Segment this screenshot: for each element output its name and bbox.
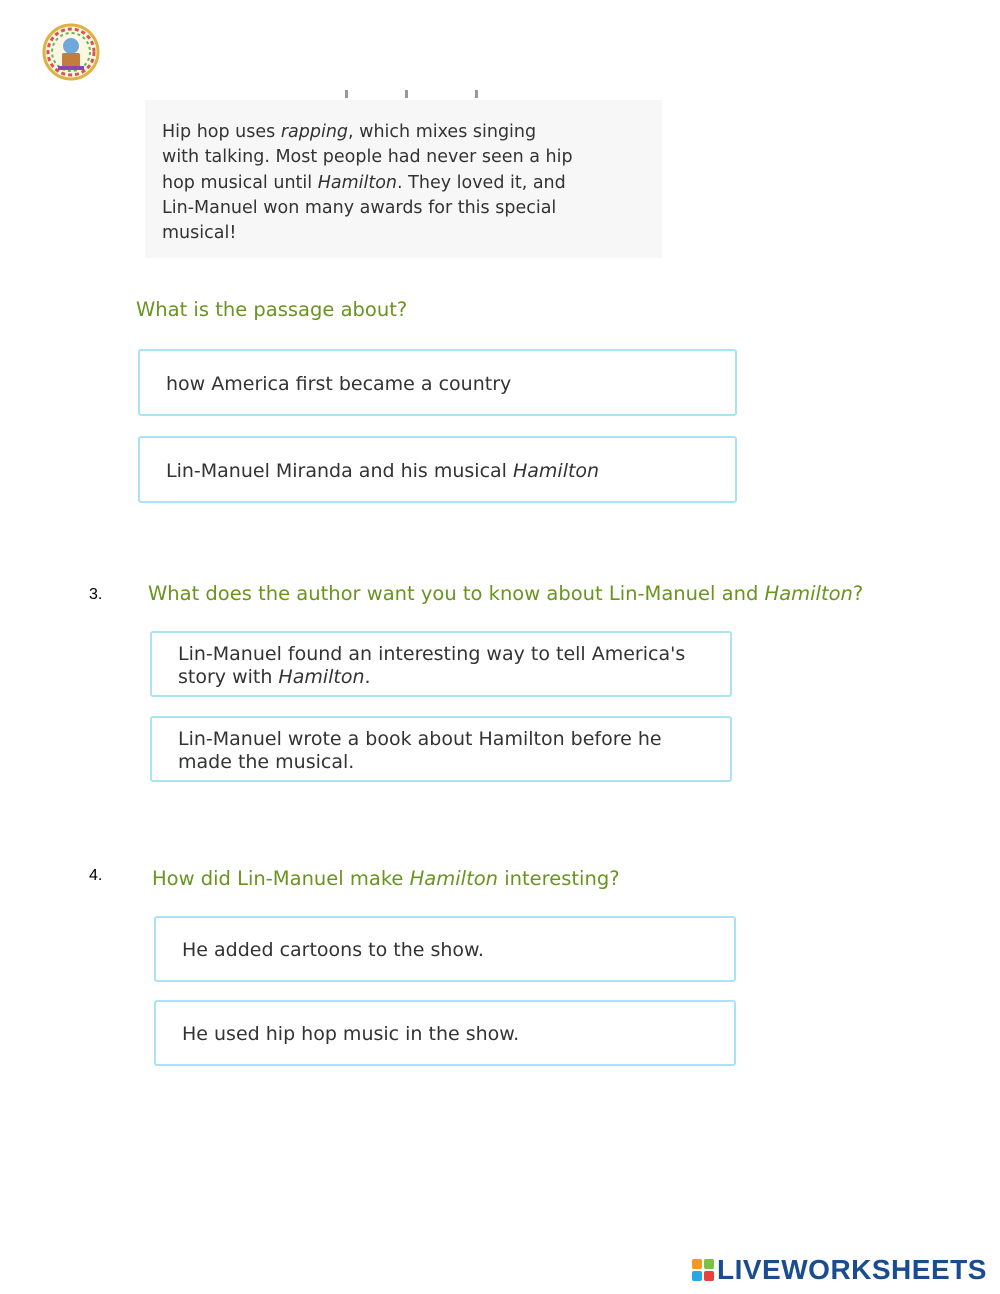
school-crest-icon [40,22,102,82]
option-text: Lin-Manuel Miranda and his musical Hamilton [166,460,600,482]
answer-option-cartoons[interactable] [154,916,736,982]
answer-option-wrote-book[interactable] [150,716,732,782]
question-make-interesting: How did Lin-Manuel make Hamilton interesting? [152,867,620,890]
answer-option-hamilton[interactable] [138,436,737,503]
passage-line: Hip hop uses rapping, which mixes singing [162,122,537,142]
question-passage-about: What is the passage about? [136,298,408,321]
question-author-want: What does the author want you to know about Lin-Manuel and Hamilton? [148,582,864,605]
option-text: Lin-Manuel wrote a book about Hamilton before he made the musical. [178,728,662,773]
option-text: Lin-Manuel found an interesting way to tell America's story with Hamilton. [178,643,686,688]
cropped-text-remnant [145,86,662,100]
passage-line: with talking. Most people had never seen a hip [162,147,573,168]
option-text: how America first became a country [166,373,512,395]
answer-option-america[interactable] [138,349,737,416]
answer-option-interesting-way[interactable] [150,631,732,697]
option-text: He used hip hop music in the show. [182,1023,520,1045]
reading-passage [145,100,662,258]
passage-line: musical! [162,223,237,244]
option-text: He added cartoons to the show. [182,939,484,961]
liveworksheets-logo [692,1256,987,1284]
passage-line: hop musical until Hamilton. They loved it, and [162,172,566,193]
answer-option-hip-hop[interactable] [154,1000,736,1066]
question-number: 4. [89,867,103,884]
passage-line: Lin-Manuel won many awards for this special [162,197,557,218]
brand-text: LIVEWORKSHEETS [717,1254,987,1285]
liveworksheets-icon [692,1259,714,1281]
question-number: 3. [89,586,103,603]
